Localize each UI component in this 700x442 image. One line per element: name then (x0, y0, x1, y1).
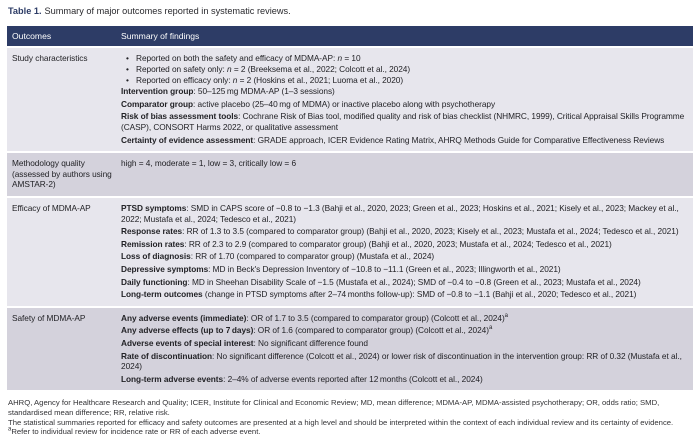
text-segment: : 50–125 mg MDMA-AP (1–3 sessions) (193, 86, 335, 97)
outcome-label: Study characteristics (12, 53, 88, 63)
footnote-line (8, 418, 692, 428)
text-segment: : MD in Sheehan Disability Scale of −1.5 (Mustafa et al., 2024); SMD of −0.4 to −0.8 (Green et al., 2023; Mustafa et al., 2024) (187, 276, 641, 287)
table-caption (8, 5, 693, 17)
table-footnotes (8, 398, 692, 436)
summary-item (121, 86, 685, 97)
summary-item (121, 374, 685, 385)
text-segment: : active placebo (25–40 mg of MDMA) or inactive placebo along with psychotherapy (193, 98, 496, 109)
text-segment: Reported on both the safety and efficacy of MDMA-AP: (136, 53, 338, 63)
text-segment: Long-term outcomes (121, 289, 203, 300)
table-row-study-characteristics (7, 48, 693, 151)
summary-item (121, 75, 685, 86)
text-segment: : No significant difference found (253, 337, 368, 348)
text-segment: : OR of 1.6 (compared to comparator group) (Colcott et al., 2024) (253, 325, 489, 336)
summary-cell (121, 153, 693, 196)
text-segment: PTSD symptoms (121, 203, 187, 214)
summary-cell (121, 198, 693, 306)
table-row-safety-of-mdma-ap (7, 308, 693, 391)
text-segment: Certainty of evidence assessment (121, 134, 254, 145)
outcome-label: Efficacy of MDMA-AP (12, 203, 91, 214)
column-header-outcomes: Outcomes (12, 31, 52, 41)
summary-item (121, 203, 685, 224)
table-body (7, 48, 693, 390)
summary-cell (121, 308, 693, 391)
text-segment: Reported on efficacy only: (136, 75, 233, 86)
table-row-efficacy-of-mdma-ap (7, 198, 693, 306)
table-header-row (7, 26, 693, 46)
summary-table (7, 26, 693, 390)
text-segment: : OR of 1.7 to 3.5 (compared to comparator group) (Colcott et al., 2024) (246, 312, 505, 323)
summary-item (121, 99, 685, 110)
text-segment: : 2–4% of adverse events reported after 12 months (Colcott et al., 2024) (223, 373, 483, 384)
text-segment: n (337, 53, 343, 63)
summary-item (121, 64, 685, 75)
summary-item (121, 313, 685, 324)
footnote-line (8, 427, 692, 437)
summary-item (121, 53, 685, 64)
text-segment: Daily functioning (121, 276, 188, 287)
table-caption-text: Summary of major outcomes reported in systematic reviews. (44, 6, 291, 16)
superscript-marker: a (488, 325, 493, 332)
text-segment: Long-term adverse events (121, 373, 224, 384)
text-segment: Any adverse effects (up to 7 days) (121, 325, 254, 336)
text-segment: Refer to individual review for incidence rate or RR of each adverse event. (11, 427, 261, 437)
text-segment: : RR of 2.3 to 2.9 (compared to comparator group) (Bahji et al., 2020, 2023; Mustafa et al., 2024; Tedesco et al., 2021) (184, 238, 612, 249)
summary-item (121, 277, 685, 288)
text-segment: Remission rates (121, 238, 185, 249)
outcome-label: Methodology quality (assessed by authors using AMSTAR-2) (12, 158, 112, 190)
text-segment: Any adverse events (immediate) (121, 312, 247, 323)
text-segment: n (227, 64, 232, 75)
summary-item (121, 158, 685, 169)
summary-item (121, 135, 685, 146)
summary-item (121, 325, 685, 336)
summary-item (121, 351, 685, 372)
text-segment: Risk of bias assessment tools (121, 111, 239, 122)
text-segment: The statistical summaries reported for efficacy and safety outcomes are presented at a high level and should be interpreted within the context of each individual review and its certainty of evidence. (8, 417, 674, 427)
summary-item (121, 338, 685, 349)
superscript-marker: a (8, 426, 12, 433)
text-segment: : No significant difference (Colcott et al., 2024) or lower risk of discontinuation in the intervention group: RR of 0.32 (Mustafa et al., 2024) (121, 350, 682, 372)
footnote-line (8, 398, 692, 417)
text-segment: Reported on safety only: (136, 64, 227, 75)
table-row-methodology-quality (7, 153, 693, 196)
text-segment: Adverse events of special interest (121, 337, 254, 348)
summary-item (121, 239, 685, 250)
summary-item (121, 111, 685, 132)
summary-item (121, 264, 685, 275)
summary-item (121, 251, 685, 262)
text-segment: : MD in Beck's Depression Inventory of −10.8 to −11.1 (Green et al., 2023; Illingworth et al., 2021) (208, 264, 561, 274)
summary-cell (121, 48, 693, 151)
text-segment: : RR of 1.70 (compared to comparator group) (Mustafa et al., 2024) (190, 251, 435, 262)
column-header-summary: Summary of findings (121, 31, 200, 41)
text-segment: Loss of diagnosis (121, 251, 191, 262)
text-segment: : SMD in CAPS score of −0.8 to −1.3 (Bahji et al., 2020, 2023; Green et al., 2023; Hoskins et al., 2021; Kisely et al., 2023; Mackey et al., 2022; Mustafa et al., 2024; Tedesco et al., 2021) (121, 203, 679, 224)
text-segment: Comparator group (121, 98, 194, 109)
text-segment: = 2 (Breeksema et al., 2022; Colcott et al., 2024) (231, 64, 411, 75)
text-segment: Rate of discontinuation (121, 350, 213, 361)
outcome-label: Safety of MDMA-AP (12, 312, 86, 323)
superscript-marker: a (504, 313, 508, 320)
text-segment: = 10 (342, 53, 361, 63)
text-segment: : GRADE approach, ICER Evidence Rating Matrix, AHRQ Methods Guide for Comparative Effectiveness Reviews (253, 134, 665, 145)
text-segment: = 2 (Hoskins et al., 2021; Luoma et al., 2020) (237, 75, 404, 86)
text-segment: Response rates (121, 226, 183, 237)
text-segment: high = 4, moderate = 1, low = 3, critically low = 6 (121, 158, 297, 169)
text-segment: Intervention group (121, 86, 194, 97)
summary-item (121, 289, 685, 300)
text-segment: Depressive symptoms (121, 264, 209, 274)
text-segment: n (232, 75, 238, 86)
text-segment: : RR of 1.3 to 3.5 (compared to comparator group) (Bahji et al., 2020, 2023; Kisely et al., 2023; Mustafa et al., 2024; Tedesco et al., 2021) (182, 226, 679, 237)
summary-item (121, 226, 685, 237)
text-segment: AHRQ, Agency for Healthcare Research and Quality; ICER, Institute for Clinical and Economic Review; MD, mean difference; MDMA-AP, MDMA-assisted psychotherapy; OR, odds ratio; SMD, standardised mean difference; RR, relative risk. (8, 398, 660, 417)
text-segment: : Cochrane Risk of Bias tool, modified quality and risk of bias checklist (NHMRC, 1999), Critical Appraisal Skills Programme (CASP), CONSORT Harms 2022, or qualitative assessment (121, 111, 685, 133)
text-segment: (change in PTSD symptoms after 2–74 months follow-up): SMD of −0.8 to −1.1 (Bahji et al., 2020; Tedesco et al., 2021) (202, 289, 637, 300)
table-caption-label: Table 1. (8, 6, 42, 16)
